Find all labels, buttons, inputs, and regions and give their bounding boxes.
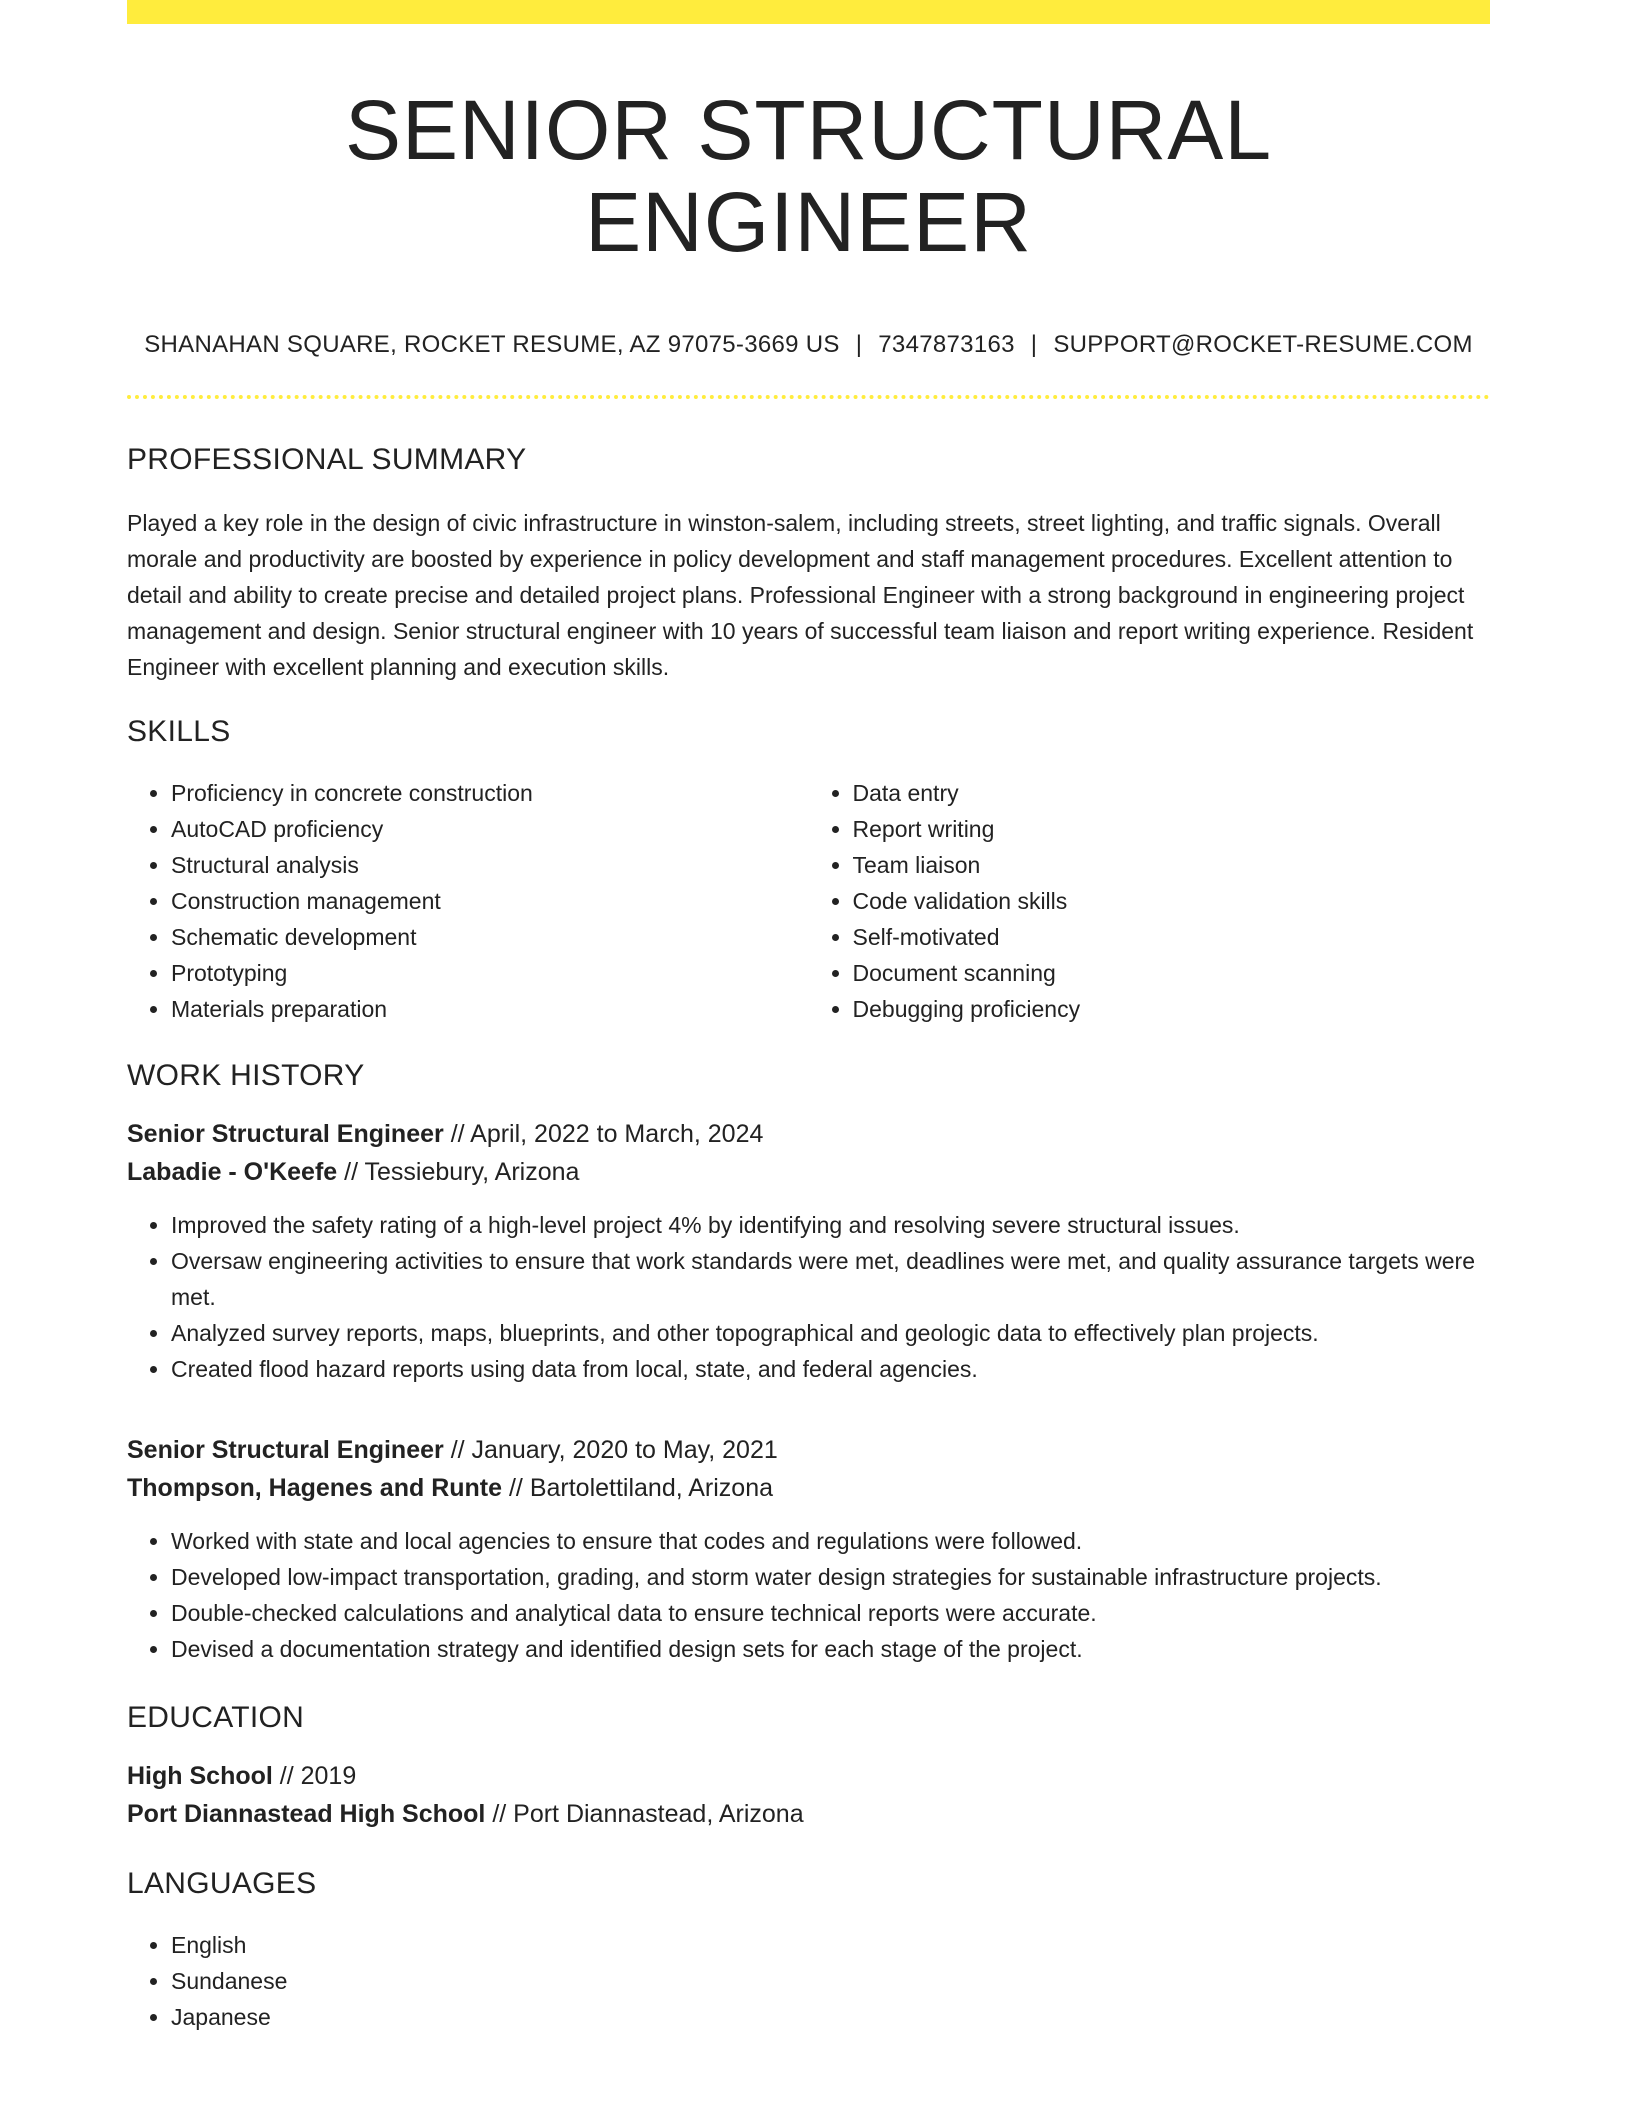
job-dates: // January, 2020 to May, 2021 bbox=[443, 1435, 778, 1464]
dotted-divider bbox=[127, 395, 1490, 399]
skill-item: • Proficiency in concrete construction bbox=[171, 775, 809, 811]
job-company: Labadie - O'Keefe bbox=[127, 1157, 338, 1186]
top-accent-bar bbox=[127, 0, 1490, 24]
job-location: // Tessiebury, Arizona bbox=[337, 1157, 580, 1186]
job-title: Senior Structural Engineer bbox=[127, 1435, 444, 1464]
skill-item: • Construction management bbox=[171, 883, 809, 919]
resume-title: SENIOR STRUCTURAL ENGINEER bbox=[344, 83, 1273, 270]
job-bullet: • Developed low-impact transportation, grading, and storm water design strategies for sustainable infrastructure projects. bbox=[171, 1559, 1490, 1595]
job-bullets bbox=[127, 1523, 1490, 1667]
work-history-heading: WORK HISTORY bbox=[127, 1058, 365, 1092]
job-title-line bbox=[127, 1115, 1490, 1153]
education-year: // 2019 bbox=[272, 1761, 357, 1790]
language-item: • Japanese bbox=[171, 1999, 1490, 2035]
job-bullets bbox=[127, 1207, 1490, 1387]
job-company-line bbox=[127, 1153, 1490, 1191]
skill-item: • Document scanning bbox=[853, 955, 1491, 991]
job-location: // Bartolettiland, Arizona bbox=[502, 1473, 774, 1502]
languages-heading: LANGUAGES bbox=[127, 1866, 317, 1900]
resume-page bbox=[127, 0, 1490, 2035]
job-bullet: • Devised a documentation strategy and identified design sets for each stage of the project. bbox=[171, 1631, 1490, 1667]
education-degree: High School bbox=[127, 1761, 273, 1790]
job-title-line bbox=[127, 1431, 1490, 1469]
job-bullet: • Worked with state and local agencies to ensure that codes and regulations were followed. bbox=[171, 1523, 1490, 1559]
job-title: Senior Structural Engineer bbox=[127, 1119, 444, 1148]
contact-address: SHANAHAN SQUARE, ROCKET RESUME, AZ 97075-3669 US bbox=[144, 330, 840, 358]
summary-heading: PROFESSIONAL SUMMARY bbox=[127, 442, 527, 476]
skill-item: • Prototyping bbox=[171, 955, 809, 991]
skill-item: • Data entry bbox=[853, 775, 1491, 811]
skill-item: • Code validation skills bbox=[853, 883, 1491, 919]
education-location: // Port Diannastead, Arizona bbox=[485, 1799, 804, 1828]
skill-item: • Structural analysis bbox=[171, 847, 809, 883]
job-company-line bbox=[127, 1469, 1490, 1507]
skill-item: • Debugging proficiency bbox=[853, 991, 1491, 1027]
skill-item: • Team liaison bbox=[853, 847, 1491, 883]
contact-email: SUPPORT@ROCKET-RESUME.COM bbox=[1053, 330, 1473, 358]
education-degree-line bbox=[127, 1757, 1490, 1795]
job-company: Thompson, Hagenes and Runte bbox=[127, 1473, 503, 1502]
job-bullet: • Created flood hazard reports using data from local, state, and federal agencies. bbox=[171, 1351, 1490, 1387]
skills-list-left bbox=[127, 775, 809, 1027]
skills-columns bbox=[127, 775, 1490, 1027]
skills-list-right bbox=[809, 775, 1491, 1027]
job-bullet: • Improved the safety rating of a high-level project 4% by identifying and resolving severe structural issues. bbox=[171, 1207, 1490, 1243]
job-entry bbox=[127, 1115, 1490, 1387]
language-item: • Sundanese bbox=[171, 1963, 1490, 1999]
job-entry bbox=[127, 1431, 1490, 1667]
education-heading: EDUCATION bbox=[127, 1700, 305, 1734]
skill-item: • Self-motivated bbox=[853, 919, 1491, 955]
languages-list bbox=[127, 1927, 1490, 2035]
skills-heading: SKILLS bbox=[127, 714, 231, 748]
contact-line bbox=[127, 331, 1490, 359]
skill-item: • Report writing bbox=[853, 811, 1491, 847]
job-bullet: • Analyzed survey reports, maps, blueprints, and other topographical and geologic data to effectively plan projects. bbox=[171, 1315, 1490, 1351]
skill-item: • AutoCAD proficiency bbox=[171, 811, 809, 847]
language-item: • English bbox=[171, 1927, 1490, 1963]
skill-item: • Materials preparation bbox=[171, 991, 809, 1027]
job-bullet: • Double-checked calculations and analytical data to ensure technical reports were accurate. bbox=[171, 1595, 1490, 1631]
job-bullet: • Oversaw engineering activities to ensure that work standards were met, deadlines were met, and quality assurance targets were met. bbox=[171, 1243, 1490, 1315]
skill-item: • Schematic development bbox=[171, 919, 809, 955]
contact-phone: 7347873163 bbox=[878, 330, 1015, 358]
education-school: Port Diannastead High School bbox=[127, 1799, 486, 1828]
contact-separator: | bbox=[1030, 330, 1038, 358]
education-school-line bbox=[127, 1795, 1490, 1833]
job-dates: // April, 2022 to March, 2024 bbox=[443, 1119, 764, 1148]
contact-separator: | bbox=[855, 330, 863, 358]
summary-text: Played a key role in the design of civic infrastructure in winston-salem, including streets, street lighting, and traffic signals. Overall morale and productivity are boosted by experience in policy development and staff management procedures. Excellent attention to detail and ability to create precise and detailed project plans. Professional Engineer with a strong background in engineering project management and design. Senior structural engineer with 10 years of successful team liaison and report writing experience. Resident Engineer with excellent planning and execution skills. bbox=[127, 509, 1474, 680]
